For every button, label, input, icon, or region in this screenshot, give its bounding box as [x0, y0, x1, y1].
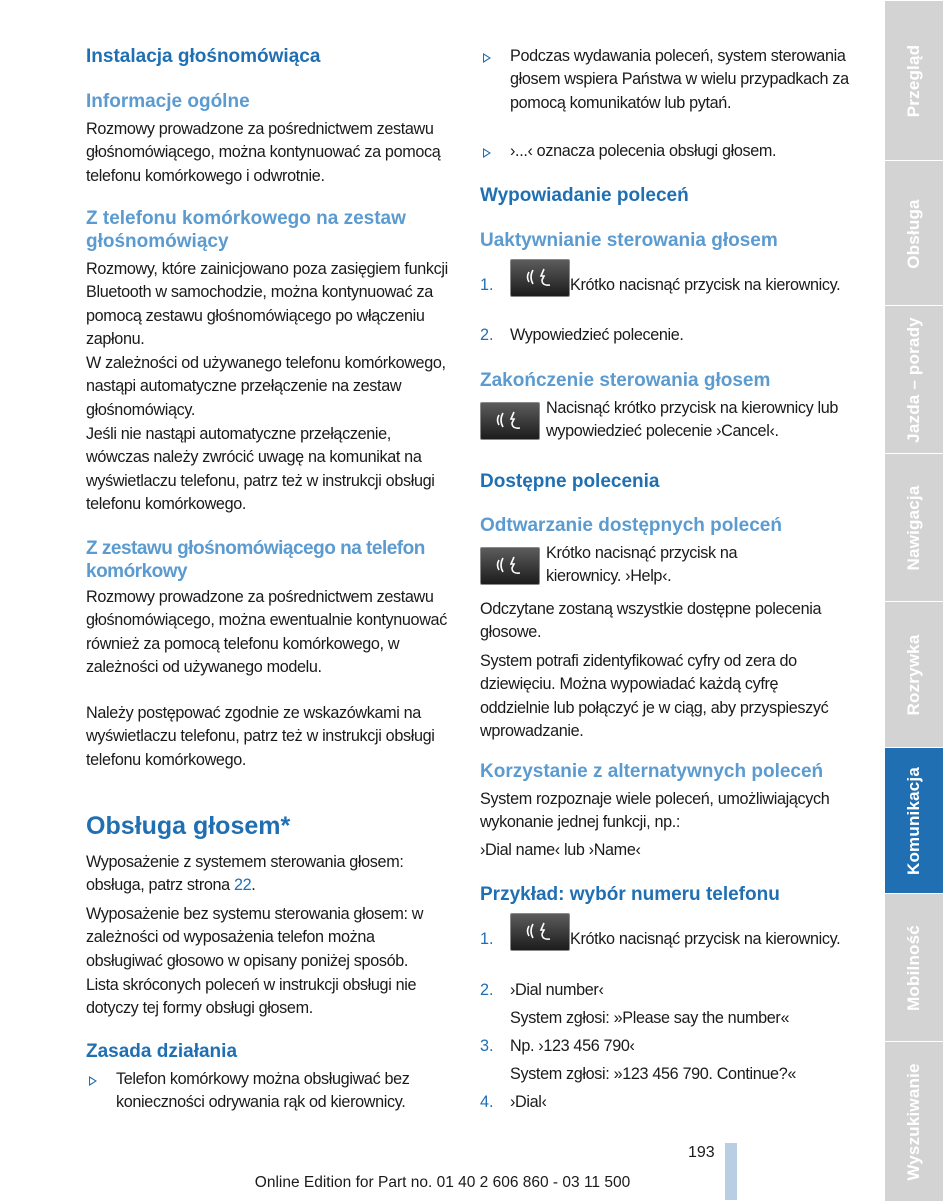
tab-overview-label: Przegląd	[904, 44, 923, 118]
paragraph-alternative-example: ›Dial name‹ lub ›Name‹	[480, 841, 641, 859]
triangle-bullet-icon	[89, 1076, 97, 1086]
paragraph-voice-1-text: Wyposażenie z systemem sterowania głosem: obsługa, patrz strona	[86, 853, 404, 895]
steering-wheel-voice-button-icon	[480, 402, 540, 440]
tab-search[interactable]	[885, 1041, 943, 1201]
step-a1-text: Krótko nacisnąć przycisk na kierownicy.	[570, 276, 841, 294]
heading-hands-free: Instalacja głośnomówiąca	[86, 46, 321, 67]
steering-wheel-voice-button-icon	[480, 547, 540, 585]
subheading-general: Informacje ogólne	[86, 91, 250, 112]
heading-example: Przykład: wybór numeru telefonu	[480, 884, 780, 905]
subheading-playback: Odtwarzanie dostępnych poleceń	[480, 515, 782, 536]
tab-navigation-label: Nawigacja	[904, 485, 923, 571]
tab-driving-tips[interactable]	[885, 305, 943, 454]
subheading-activate: Uaktywnianie sterowania głosem	[480, 230, 778, 251]
footer-edition: Online Edition for Part no. 01 40 2 606 860 - 03 11 500	[254, 1174, 631, 1191]
step-number: 1.	[480, 276, 494, 294]
tab-entertainment-label: Rozrywka	[904, 634, 923, 716]
bullet-2: Podczas wydawania poleceń, system sterowania głosem wspiera Państwa w wielu przypadkach za pomocą komunikatów lub pytań.	[510, 47, 849, 112]
tab-communication-label: Komunikacja	[904, 766, 923, 876]
tab-entertainment[interactable]	[885, 601, 943, 748]
step-b2-response: System zgłosi: »Please say the number«	[510, 1009, 790, 1027]
paragraph-phone-to-set-2: W zależności od używanego telefonu komórkowego, nastąpi automatyczne przełączenie na zestaw głośnomówiący.	[86, 354, 446, 419]
subheading-set-to-phone: Z zestawu głośnomówiącego na telefon komórkowy	[86, 538, 425, 582]
paragraph-digits: System potrafi zidentyfikować cyfry od zera do dziewięciu. Można wypowiadać każdą cyfrę oddzielnie lub połączyć je w ciąg, aby przyspieszyć wprowadzanie.	[480, 652, 829, 740]
tab-overview[interactable]	[885, 0, 943, 161]
step-b3-response: System zgłosi: »123 456 790. Continue?«	[510, 1065, 797, 1083]
subheading-alternative: Korzystanie z alternatywnych poleceń	[480, 761, 824, 782]
subheading-end: Zakończenie sterowania głosem	[480, 370, 771, 391]
paragraph-phone-to-set-3: Jeśli nie nastąpi automatyczne przełączenie, wówczas należy zwrócić uwagę na komunikat na wyświetlaczu telefonu, patrz też w instrukcji obsługi telefonu komórkowego.	[86, 425, 435, 513]
paragraph-read: Odczytane zostaną wszystkie dostępne polecenia głosowe.	[480, 600, 822, 642]
paragraph-voice-1-end: .	[251, 876, 256, 895]
tab-driving-tips-label: Jazda – porady	[904, 317, 923, 443]
page-number: 193	[688, 1144, 715, 1161]
heading-commands: Wypowiadanie poleceń	[480, 185, 689, 206]
triangle-bullet-icon	[483, 148, 491, 158]
step-number: 1.	[480, 930, 494, 948]
tab-mobility-label: Mobilność	[904, 925, 923, 1011]
tab-navigation[interactable]	[885, 453, 943, 602]
tab-mobility[interactable]	[885, 893, 943, 1042]
heading-voice-control: Obsługa głosem*	[86, 812, 291, 840]
subheading-phone-to-set: Z telefonu komórkowego na zestaw głośnomówiący	[86, 208, 406, 252]
step-b1-text: Krótko nacisnąć przycisk na kierownicy.	[570, 930, 841, 948]
step-number: 3.	[480, 1037, 494, 1055]
step-b3-text: Np. ›123 456 790‹	[510, 1037, 635, 1055]
tab-operation[interactable]	[885, 160, 943, 306]
step-b4-text: ›Dial‹	[510, 1093, 547, 1111]
paragraph-phone-to-set-1: Rozmowy, które zainicjowano poza zasięgiem funkcji Bluetooth w samochodzie, można kontynuować za pomocą zestawu głośnomówiącego po włączeniu zapłonu.	[86, 260, 448, 348]
tab-operation-label: Obsługa	[904, 198, 923, 269]
step-number: 2.	[480, 326, 494, 344]
step-number: 4.	[480, 1093, 494, 1111]
step-number: 2.	[480, 981, 494, 999]
bullet-1: Telefon komórkowy można obsługiwać bez konieczności odrywania rąk od kierownicy.	[116, 1070, 410, 1112]
heading-principle: Zasada działania	[86, 1041, 238, 1062]
paragraph-voice-3: Lista skróconych poleceń w instrukcji obsługi nie dotyczy tej formy obsługi głosem.	[86, 976, 417, 1018]
page-22-link[interactable]: 22	[233, 876, 252, 895]
triangle-bullet-icon	[483, 53, 491, 63]
paragraph-set-to-phone-1: Rozmowy prowadzone za pośrednictwem zestawu głośnomówiącego, można ewentualnie kontynuować również za pomocą telefonu komórkowego, w zależności od używanego modelu.	[86, 588, 447, 676]
heading-available: Dostępne polecenia	[480, 471, 660, 492]
paragraph-end: Nacisnąć krótko przycisk na kierownicy lub wypowiedzieć polecenie ›Cancel‹.	[546, 399, 839, 441]
step-b2-text: ›Dial number‹	[510, 981, 604, 999]
paragraph-voice-2: Wyposażenie bez systemu sterowania głosem: w zależności od wyposażenia telefon można obsługiwać głosowo w opisany poniżej sposób.	[86, 905, 424, 970]
paragraph-playback: Krótko nacisnąć przycisk na kierownicy. ›Help‹.	[546, 544, 738, 586]
step-a2-text: Wypowiedzieć polecenie.	[510, 326, 684, 344]
tab-communication[interactable]	[885, 747, 943, 894]
paragraph-voice-1	[86, 851, 452, 898]
paragraph-alternative: System rozpoznaje wiele poleceń, umożliwiających wykonanie jednej funkcji, np.:	[480, 790, 830, 832]
paragraph-general: Rozmowy prowadzone za pośrednictwem zestawu głośnomówiącego, można kontynuować za pomocą telefonu komórkowego i odwrotnie.	[86, 120, 441, 185]
paragraph-set-to-phone-2: Należy postępować zgodnie ze wskazówkami na wyświetlaczu telefonu, patrz też w instrukcji obsługi telefonu komórkowego.	[86, 704, 435, 769]
bullet-3: ›...‹ oznacza polecenia obsługi głosem.	[510, 142, 777, 160]
tab-search-label: Wyszukiwanie	[904, 1062, 923, 1181]
